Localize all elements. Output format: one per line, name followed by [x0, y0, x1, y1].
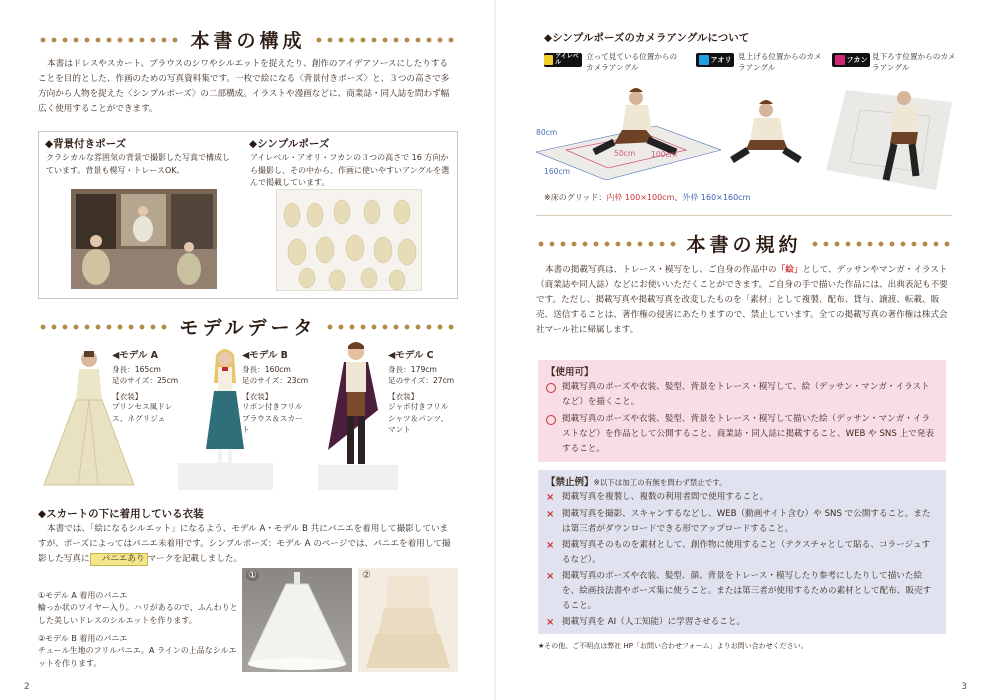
cross-icon: × [546, 509, 555, 520]
composition-heading [38, 26, 458, 53]
ornament-right [810, 239, 953, 249]
banned-item: × 掲載写真を複製し、複数の利用者間で使用すること。 [546, 492, 769, 503]
ornament-left [38, 322, 171, 332]
model-c-photo [318, 340, 398, 490]
bg-pose-sample-image [71, 189, 217, 289]
arrow-up-icon [699, 55, 709, 65]
skirt-title: ◆スカートの下に着用している衣装 [38, 508, 204, 520]
model-a-name: ◀モデル A [112, 350, 158, 361]
banned-item: × 掲載写真を AI（人工知能）に学習させること。 [546, 617, 746, 628]
model-a-height: 身長：165cm [112, 365, 161, 374]
right-page [496, 0, 991, 700]
composition-body: 本書はドレスやスカート、ブラウスのシワやシルエットを捉えたり、創作のアイデアソースにしたりすることを目的とした、作画のための写真資料集です。一枚で絵になる〈背景付きポーズ〉と、３つの高さで多方向から人物を捉えた〈シンプルポーズ〉の二部構成。イラストや漫画などに、商業誌・同人誌を問わず幅広く使用することができます。 [38, 59, 450, 114]
model-c-costume: ジャボ付きフリルシャツ＆パンツ、マント [388, 402, 449, 434]
model-c-shoe: 足のサイズ：27cm [388, 376, 455, 385]
allowed-item: 掲載写真のポーズや衣装、髪型、背景をトレース・模写して、絵（デッサン・マンガ・イラストなど）を描くこと。 [546, 380, 936, 410]
circle-ok-icon [546, 383, 556, 393]
model-c-costume-label: 【衣装】 [388, 392, 419, 401]
ornament-left [38, 35, 183, 45]
cross-icon: × [546, 540, 555, 551]
arrow-right-icon [544, 55, 553, 65]
bg-pose-illustration [71, 189, 217, 289]
composition-title: 本書の構成 [190, 30, 306, 52]
left-page [0, 0, 495, 700]
eye-level-photo [536, 80, 721, 180]
panier-a-title: ①モデル A 着用のパニエ [38, 591, 128, 600]
model-c-figure [318, 340, 398, 490]
model-b-costume: リボン付きフリルブラウス＆スカート [242, 402, 303, 434]
banned-item: × 掲載写真そのものを素材として、創作物に使用すること（テクスチャとして貼る、コラージュするなど）。 [546, 538, 936, 568]
model-b-name: ◀モデル B [242, 350, 288, 361]
panier-tag: パニエあり [90, 553, 148, 566]
panier-a-text: 輪っか状のワイヤー入り。ハリがあるので、ふんわりとした美しいドレスのシルエットを作ります。 [38, 603, 238, 625]
arrow-down-icon [835, 55, 845, 65]
models-heading [38, 313, 458, 340]
cross-icon: × [546, 617, 555, 628]
grid-label-50: 50cm [614, 149, 636, 158]
banned-panel [538, 470, 946, 634]
rules-footnote: ★その他、ご不明点は弊社 HP「お問い合わせフォーム」よりお問い合わせください。 [538, 642, 808, 650]
ornament-left [536, 239, 679, 249]
page-number-right: 3 [961, 682, 967, 692]
fukan-photo [826, 80, 952, 190]
cross-icon: × [546, 571, 555, 582]
model-b-height: 身長：160cm [242, 365, 291, 374]
simple-pose-sample-image [276, 189, 422, 291]
model-a-costume: プリンセス風ドレス、ネグリジェ [112, 402, 173, 423]
panier-b-illustration [358, 568, 458, 672]
allowed-panel [538, 360, 946, 462]
banned-item: × 掲載写真のポーズや衣装、髪型、顔、背景をトレース・模写したり参考にしたりして描いた絵を、絵画技法書やポーズ集に使うこと。または第三者が使用するための素材として配布、販売すること。 [546, 569, 936, 614]
model-a-costume-label: 【衣装】 [112, 392, 143, 401]
page-number-left: 2 [24, 682, 30, 692]
allowed-title: 【使用可】 [546, 367, 594, 378]
panier-a-illustration [242, 568, 352, 672]
grid-label-100: 100cm [651, 150, 678, 159]
eye-level-grid-illustration [536, 80, 721, 180]
panier-b-number: ② [362, 570, 371, 581]
angles-title: ◆シンプルポーズのカメラアングルについて [544, 32, 750, 44]
grid-label-160: 160cm [544, 167, 571, 176]
fukan-text: 見下ろす位置からのカメラアングル [872, 52, 956, 72]
ornament-right [314, 35, 459, 45]
simple-pose-text: アイレベル・アオリ・フカンの３つの高さで 16 方向から撮影し、その中から、作画に使いやすいアングルを選んで掲載しています。 [250, 153, 450, 187]
models-title: モデルデータ [179, 317, 317, 339]
simple-pose-illustration [277, 190, 421, 290]
allowed-item: 掲載写真のポーズや衣装、髪型、背景をトレース・模写して描いた絵（デッサン・マンガ・イラストなど）を作品として公開すること、商業誌・同人誌に掲載すること、WEB や SNS 上で発表すること。 [546, 412, 936, 457]
rules-body: 本書の掲載写真は、トレース・模写をし、ご自身の作品中の「絵」として、デッサンやマンガ・イラスト（商業誌や同人誌）などにお使いいただくことができます。ご自身の手で描いた作品には、出典表記も不要です。ただし、掲載写真や掲載写真を改変したものを「素材」として複製、配布、貸与、譲渡、転載、販売、送信することは、著作権の侵害にあたりますので、禁止しています。全ての掲載写真の著作権は株式会社マール社に帰属します。 [536, 265, 948, 335]
model-b-shoe: 足のサイズ：23cm [242, 376, 309, 385]
banned-title: 【禁止例】※以下は加工の有無を問わず禁止です。 [546, 477, 727, 488]
bg-pose-text: クラシカルな雰囲気の背景で撮影した写真で構成しています。背景も模写・トレースOK。 [46, 153, 230, 175]
circle-ok-icon [546, 415, 556, 425]
panier-b-text: チュール生地のフリルパニエ。A ラインの上品なシルエットを作ります。 [38, 646, 237, 668]
bg-pose-title: ◆背景付きポーズ [45, 138, 127, 150]
simple-pose-title: ◆シンプルポーズ [249, 138, 330, 150]
fukan-illustration [826, 80, 952, 190]
aori-photo [722, 94, 812, 169]
cross-icon: × [546, 492, 555, 503]
eye-level-text: 立って見ている位置からのカメラアングル [586, 52, 678, 72]
rules-heading [536, 230, 952, 257]
aori-illustration [722, 94, 812, 169]
badge-eye-level: アイレベル [544, 53, 582, 67]
model-a-shoe: 足のサイズ：25cm [112, 376, 179, 385]
skirt-body: 本書では、「絵になるシルエット」になるよう、モデル A・モデル B 共にパニエを着用して撮影していますが、ポーズによってはパニエ未着用です。シンプルポーズ：モデル A のページでは、パニエを着用して撮影した写真に パニエあり マークを記載しました。 [38, 524, 451, 564]
panier-b-photo [358, 568, 458, 672]
badge-aori: アオリ [696, 53, 734, 67]
rules-title: 本書の規約 [686, 234, 802, 256]
section-divider [536, 215, 952, 216]
panier-a-number: ① [248, 570, 257, 581]
model-c-name: ◀モデル C [388, 350, 434, 361]
badge-fukan: フカン [832, 53, 870, 67]
panier-b-title: ②モデル B 着用のパニエ [38, 634, 128, 643]
aori-text: 見上げる位置からのカメラアングル [738, 52, 822, 72]
grid-note: ※床のグリッド：内枠 100×100cm、外枠 160×160cm [544, 193, 751, 202]
model-c-height: 身長：179cm [388, 365, 437, 374]
banned-item: × 掲載写真を撮影、スキャンするなどし、WEB（動画サイト含む）や SNS で公開すること。または第三者がダウンロードできる形でアップロードすること。 [546, 507, 936, 537]
panier-a-photo [242, 568, 352, 672]
grid-label-80: 80cm [536, 128, 558, 137]
ornament-right [325, 322, 458, 332]
composition-box [38, 131, 458, 299]
model-b-costume-label: 【衣装】 [242, 392, 273, 401]
